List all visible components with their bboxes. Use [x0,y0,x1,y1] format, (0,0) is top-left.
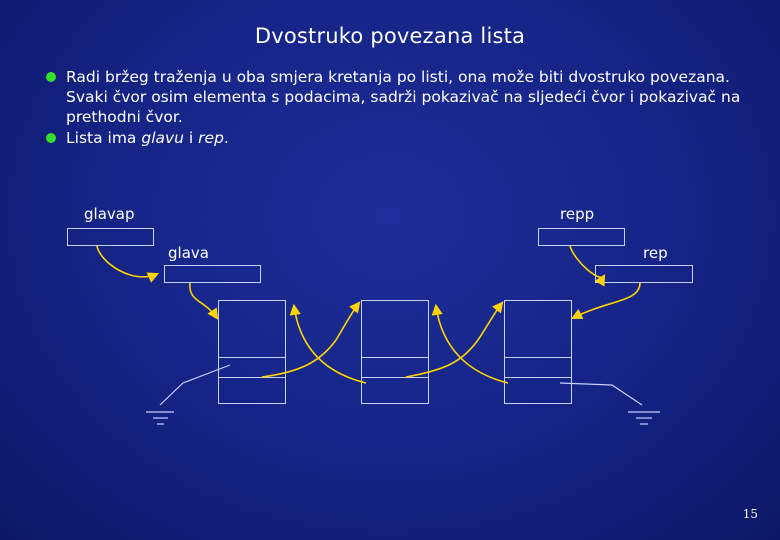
label-glava: glava [168,244,209,262]
label-repp: repp [560,205,595,223]
bullet-text-2-mid: i [184,129,199,147]
slide-title: Dvostruko povezana lista [254,24,526,48]
rep-to-node3-arrow [573,283,640,318]
repp-to-rep-arrow [570,246,604,277]
node3-null-line [560,383,642,405]
page-number: 15 [742,507,758,521]
bullet-text-2-prefix: Lista ima [66,129,142,147]
label-rep: rep [643,244,668,262]
bullet-text-2-rep: rep [198,129,224,147]
node2-to-node1-arrow [294,306,366,383]
glava-to-node1-arrow [190,283,217,318]
node1-to-node2-arrow [262,303,359,377]
node2-to-node3-arrow [406,303,502,377]
node3-to-node2-arrow [436,306,508,383]
bullet-text-2-glavu: glavu [141,129,184,147]
node1-null-line [160,365,230,405]
bullet-text-1: Radi bržeg traženja u oba smjera kretanja po listi, ona može biti dvostruko povezana. Svaki čvor osim elementa s podacima, sadrži pokazivač na sljedeći čvor i pokazivač na prethodni čvor. [66,68,741,126]
label-glavap: glavap [84,205,135,223]
bullet-text-2-suffix: . [223,129,229,147]
glavap-to-glava-arrow [97,246,157,277]
